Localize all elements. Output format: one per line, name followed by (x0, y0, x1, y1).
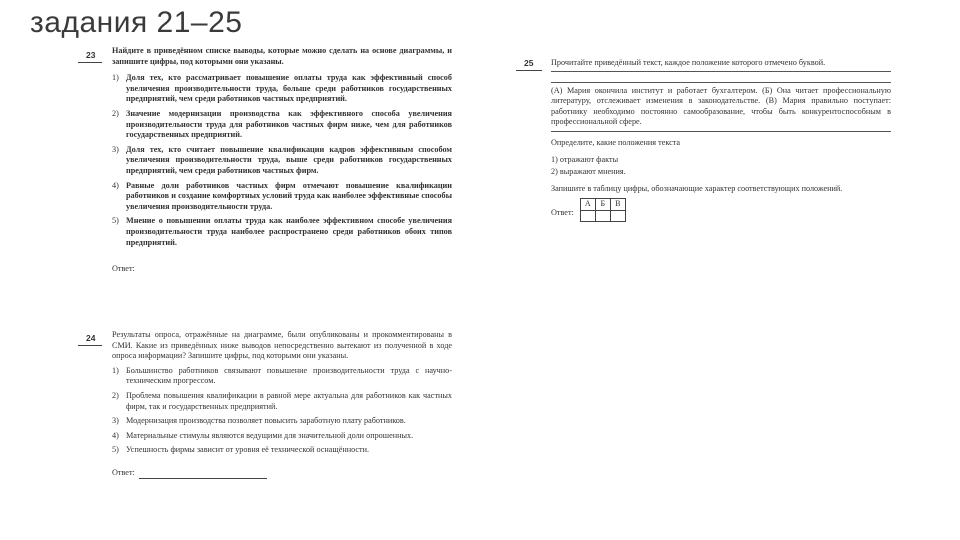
slide-title: задания 21–25 (30, 6, 243, 39)
task25-choice-1: 1) отражают факты (551, 154, 619, 164)
task23-block (112, 46, 452, 275)
task24-option-3: 3) Модернизация производства позволяет повысить заработную плату работников. (112, 416, 406, 426)
task25-answer-row (551, 198, 891, 222)
task23-options (112, 73, 452, 248)
task23-answer-label: Ответ: (112, 264, 135, 274)
task24-answer-label: Ответ: (112, 467, 135, 477)
task24-number-line (78, 345, 102, 346)
task23-intro: Найдите в приведённом списке выводы, которые можно сделать на основе диаграммы, и запишите цифры, под которыми они указаны. (112, 46, 452, 66)
task24-option-1: 1) Большинство работников связывают повышение производительности труда с научно-техническим прогрессом. (112, 365, 452, 386)
task23-answer (112, 264, 452, 275)
task25-block (551, 58, 891, 222)
task24-intro: Результаты опроса, отражённые на диаграмме, были опубликованы и прокомментированы в СМИ. Какие из приведённых ниже выводов непосредственно вытекают из полученной в ходе опроса информации? Запишите цифры, под которыми они указаны. (112, 330, 452, 361)
task25-number-line (516, 70, 542, 71)
task25-instruction: Запишите в таблицу цифры, обозначающие характер соответствующих положений. (551, 183, 843, 193)
task23-number: 23 (86, 50, 96, 60)
task25-header-a: А (580, 199, 595, 211)
task25-cell-v[interactable] (610, 210, 625, 221)
task24-options (112, 366, 452, 456)
task25-choices (551, 155, 891, 178)
task25-intro: Прочитайте приведённый текст, каждое положение которого отмечено буквой. (551, 58, 891, 72)
task25-question: Определите, какие положения текста (551, 137, 681, 147)
task24-option-2: 2) Проблема повышения квалификации в равной мере актуальна для работников как частных фирм, так и государственных предприятий. (112, 390, 452, 411)
task25-number: 25 (524, 58, 534, 68)
task23-option-3: 3) Доля тех, кто считает повышение квалификации кадров эффективным способом увеличения производительности труда, выше среди работников государственных предприятий, чем среди работников частных фирм. (112, 144, 452, 175)
task25-cell-b[interactable] (595, 210, 610, 221)
task24-answer (112, 468, 452, 479)
task25-text-box: (А) Мария окончила институт и работает бухгалтером. (Б) Она читает профессиональную литературу, отслеживает изменения в законодательстве. (В) Мария правильно поступает: работнику необходимо постоянно самообразование, чтобы быть конкурентоспособным в профессиональной сфере. (551, 82, 891, 132)
task23-number-line (78, 62, 102, 63)
task24-answer-line (139, 470, 267, 479)
task23-option-2: 2) Значение модернизации производства как эффективного способа увеличения производительности труда для работников частных фирм ниже, чем для работников государственных предприятий. (112, 108, 452, 140)
task23-option-4: 4) Равные доли работников частных фирм отмечают повышение квалификации работников и создание комфортных условий труда как наиболее эффективные способы увеличения производительности труда. (112, 180, 452, 211)
task25-header-b: Б (595, 199, 610, 211)
task24-block (112, 330, 452, 479)
task25-choice-2: 2) выражают мнения. (551, 167, 626, 177)
task23-option-1: 1) Доля тех, кто рассматривает повышение оплаты труда как эффективный способ увеличения производительности труда, больше среди работников государственных предприятий, чем среди работников частных предприятий. (112, 73, 452, 104)
task25-cell-a[interactable] (580, 210, 595, 221)
task24-number: 24 (86, 333, 96, 343)
task24-option-5: 5) Успешность фирмы зависит от уровня её технической оснащённости. (112, 445, 370, 455)
task23-option-5: 5) Мнение о повышении оплаты труда как наиболее эффективном способе увеличения производительности труда наиболее распространено среди работников обоих типов предприятий. (112, 216, 452, 247)
task24-option-4: 4) Материальные стимулы являются ведущими для значительной доли опрошенных. (112, 430, 414, 440)
task25-answer-table (580, 198, 626, 222)
task25-answer-label: Ответ: (551, 208, 574, 218)
task25-header-v: В (610, 199, 625, 211)
